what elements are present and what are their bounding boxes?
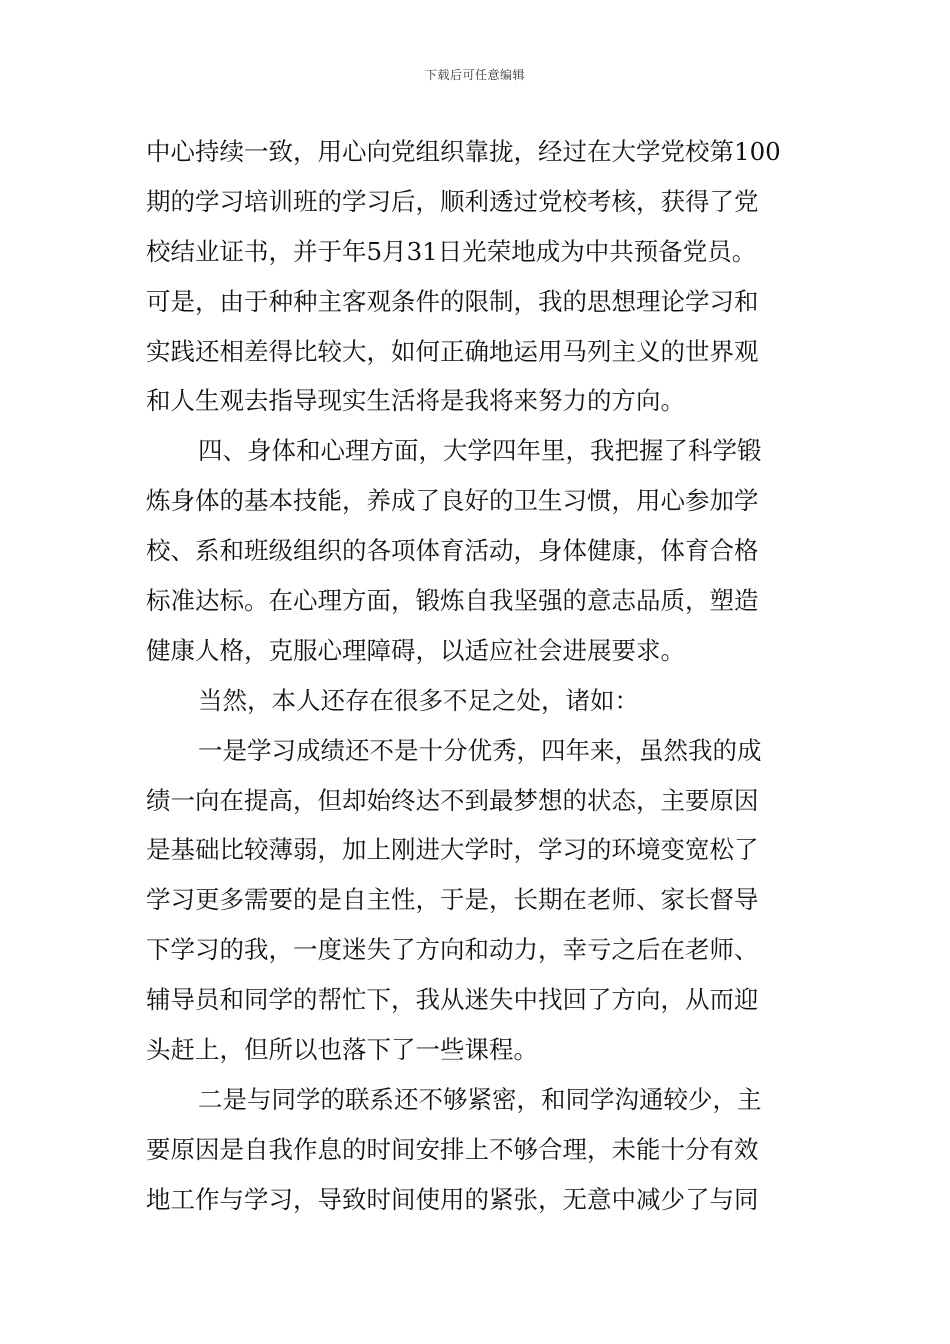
text-line: 地工作与学习，导致时间使用的紧张，无意中减少了与同 xyxy=(146,1184,759,1214)
document-body xyxy=(146,127,806,1225)
text-line: 下学习的我，一度迷失了方向和动力，幸亏之后在老师、 xyxy=(146,935,759,965)
text-line: 辅导员和同学的帮忙下，我从迷失中找回了方向，从而迎 xyxy=(146,985,759,1015)
text-line: 实践还相差得比较大，如何正确地运用马列主义的世界观 xyxy=(146,336,759,366)
text-line: 健康人格，克服心理障碍，以适应社会进展要求。 xyxy=(146,635,685,665)
page-header: 下载后可任意编辑 xyxy=(424,68,525,82)
text-line: 学习更多需要的是自主性，于是，长期在老师、家长督导 xyxy=(146,885,759,915)
text-line: 头赶上，但所以也落下了一些课程。 xyxy=(146,1035,538,1065)
text-line: 中心持续一致，用心向党组织靠拢，经过在大学党校第100 xyxy=(146,137,781,166)
text-line: 可是，由于种种主客观条件的限制，我的思想理论学习和 xyxy=(146,286,759,316)
text-line: 校、系和班级组织的各项体育活动，身体健康，体育合格 xyxy=(146,536,759,566)
text-line: 当然，本人还存在很多不足之处，诸如： xyxy=(198,685,639,715)
text-line: 绩一向在提高，但却始终达不到最梦想的状态，主要原因 xyxy=(146,785,759,815)
text-line: 是基础比较薄弱，加上刚进大学时，学习的环境变宽松了 xyxy=(146,835,759,865)
text-line: 和人生观去指导现实生活将是我将来努力的方向。 xyxy=(146,386,685,416)
text-line: 要原因是自我作息的时间安排上不够合理，未能十分有效 xyxy=(146,1134,759,1164)
text-line: 二是与同学的联系还不够紧密，和同学沟通较少，主 xyxy=(198,1084,762,1114)
text-line: 四、身体和心理方面，大学四年里，我把握了科学锻 xyxy=(198,436,762,466)
text-line: 一是学习成绩还不是十分优秀，四年来，虽然我的成 xyxy=(198,735,762,765)
text-line: 校结业证书，并于年5月31日光荣地成为中共预备党员。 xyxy=(146,236,757,266)
text-line: 炼身体的基本技能，养成了良好的卫生习惯，用心参加学 xyxy=(146,486,759,516)
text-line: 标准达标。在心理方面，锻炼自我坚强的意志品质，塑造 xyxy=(146,586,759,616)
text-line: 期的学习培训班的学习后，顺利透过党校考核，获得了党 xyxy=(146,186,759,216)
